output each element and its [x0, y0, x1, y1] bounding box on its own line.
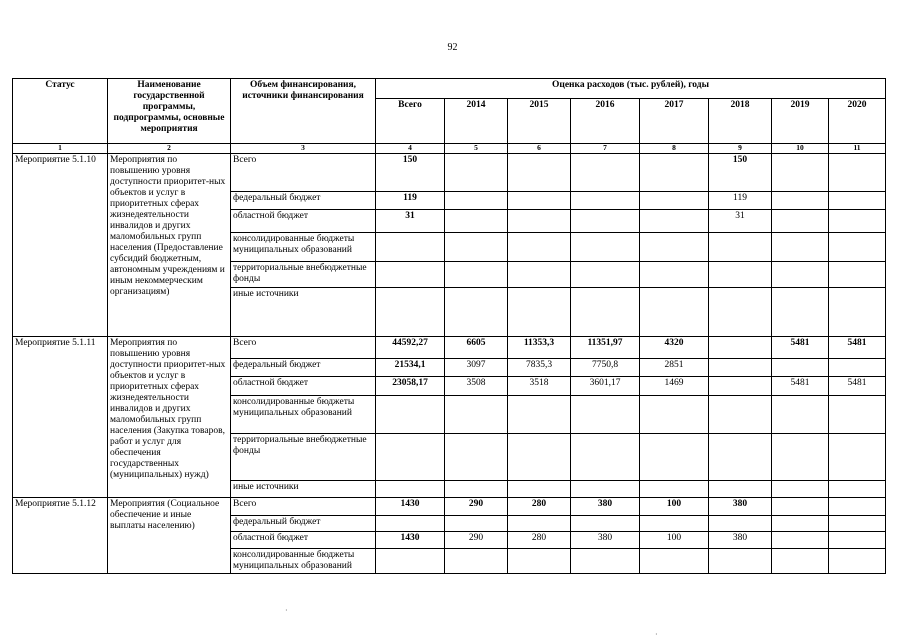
year-value: [772, 498, 829, 516]
column-number: 1: [13, 144, 108, 154]
total-value: 1430: [376, 498, 445, 516]
year-value: [709, 377, 772, 396]
year-value: 7835,3: [508, 359, 571, 377]
scan-artifact: ·: [655, 630, 658, 639]
year-value: [829, 192, 886, 210]
year-value: [640, 262, 709, 288]
funding-source: территориальные внебюджетные фонды: [231, 434, 376, 481]
year-value: [571, 434, 640, 481]
year-value: 3518: [508, 377, 571, 396]
year-value: [445, 396, 508, 434]
year-value: [772, 192, 829, 210]
year-value: [829, 481, 886, 498]
header-source: Объем финансирования, источники финансирования: [231, 79, 376, 144]
funding-source: федеральный бюджет: [231, 192, 376, 210]
year-value: [640, 549, 709, 574]
year-value: [640, 516, 709, 532]
year-value: 380: [709, 532, 772, 549]
header-year: 2017: [640, 99, 709, 144]
year-value: [829, 262, 886, 288]
year-value: [445, 210, 508, 233]
total-value: 21534,1: [376, 359, 445, 377]
year-value: [445, 516, 508, 532]
table-row: [13, 498, 886, 516]
year-value: [508, 154, 571, 192]
funding-source: консолидированные бюджеты муниципальных образований: [231, 396, 376, 434]
total-value: [376, 288, 445, 337]
year-value: [709, 233, 772, 262]
year-value: 31: [709, 210, 772, 233]
year-value: [829, 154, 886, 192]
funding-source: консолидированные бюджеты муниципальных образований: [231, 233, 376, 262]
total-value: [376, 516, 445, 532]
year-value: [571, 210, 640, 233]
year-value: [772, 396, 829, 434]
header-name: Наименование государственной программы, подпрограммы, основные мероприятия: [108, 79, 231, 144]
funding-source: территориальные внебюджетные фонды: [231, 262, 376, 288]
year-value: [829, 532, 886, 549]
total-value: [376, 434, 445, 481]
funding-source: Всего: [231, 337, 376, 359]
column-number: 2: [108, 144, 231, 154]
column-number: 8: [640, 144, 709, 154]
header-year: 2015: [508, 99, 571, 144]
header-year: 2018: [709, 99, 772, 144]
year-value: 280: [508, 498, 571, 516]
year-value: [571, 549, 640, 574]
column-number: 3: [231, 144, 376, 154]
year-value: [640, 396, 709, 434]
header-year: 2019: [772, 99, 829, 144]
year-value: [829, 434, 886, 481]
year-value: 380: [571, 498, 640, 516]
table-row: [13, 337, 886, 359]
header-year: 2014: [445, 99, 508, 144]
measure-description: Мероприятия (Социальное обеспечение и иные выплаты населению): [108, 498, 231, 574]
year-value: [640, 288, 709, 337]
measure-status: Мероприятие 5.1.11: [13, 337, 108, 498]
year-value: [829, 549, 886, 574]
column-number: 11: [829, 144, 886, 154]
year-value: [445, 192, 508, 210]
year-value: [709, 359, 772, 377]
year-value: 5481: [829, 337, 886, 359]
measure-status: Мероприятие 5.1.12: [13, 498, 108, 574]
year-value: [571, 154, 640, 192]
year-value: [571, 481, 640, 498]
funding-source: Всего: [231, 154, 376, 192]
year-value: [709, 516, 772, 532]
year-value: [829, 498, 886, 516]
year-value: [640, 481, 709, 498]
column-number: 5: [445, 144, 508, 154]
funding-source: федеральный бюджет: [231, 516, 376, 532]
year-value: 3508: [445, 377, 508, 396]
year-value: [709, 396, 772, 434]
year-value: [571, 192, 640, 210]
year-value: [445, 262, 508, 288]
year-value: 150: [709, 154, 772, 192]
year-value: [571, 233, 640, 262]
year-value: [445, 549, 508, 574]
column-number: 9: [709, 144, 772, 154]
year-value: 4320: [640, 337, 709, 359]
year-value: [508, 210, 571, 233]
year-value: [445, 288, 508, 337]
year-value: [709, 288, 772, 337]
budget-table: [12, 78, 886, 574]
measure-status: Мероприятие 5.1.10: [13, 154, 108, 337]
year-value: [445, 434, 508, 481]
funding-source: федеральный бюджет: [231, 359, 376, 377]
year-value: 3601,17: [571, 377, 640, 396]
year-value: [571, 516, 640, 532]
funding-source: областной бюджет: [231, 377, 376, 396]
year-value: [508, 434, 571, 481]
year-value: 1469: [640, 377, 709, 396]
funding-source: Всего: [231, 498, 376, 516]
year-value: [709, 481, 772, 498]
year-value: 290: [445, 532, 508, 549]
header-year: 2016: [571, 99, 640, 144]
header-estimate: Оценка расходов (тыс. рублей), годы: [376, 79, 886, 99]
column-number: 7: [571, 144, 640, 154]
column-number: 10: [772, 144, 829, 154]
year-value: [772, 288, 829, 337]
year-value: 3097: [445, 359, 508, 377]
year-value: 11351,97: [571, 337, 640, 359]
year-value: 100: [640, 532, 709, 549]
year-value: [772, 516, 829, 532]
column-number: 4: [376, 144, 445, 154]
year-value: 11353,3: [508, 337, 571, 359]
year-value: [508, 288, 571, 337]
year-value: 280: [508, 532, 571, 549]
year-value: [829, 396, 886, 434]
header-status: Статус: [13, 79, 108, 144]
column-number-row: [13, 144, 886, 154]
measure-description: Мероприятия по повышению уровня доступности приоритет-ных объектов и услуг в приоритетных сферах жизнедеятельности инвалидов и других маломобильных групп населения (Закупка товаров, работ и услуг для обеспечения государственных (муниципальных) нужд): [108, 337, 231, 498]
year-value: [640, 434, 709, 481]
header-year: 2020: [829, 99, 886, 144]
funding-source: иные источники: [231, 481, 376, 498]
year-value: [508, 396, 571, 434]
total-value: 44592,27: [376, 337, 445, 359]
funding-source: иные источники: [231, 288, 376, 337]
year-value: [508, 516, 571, 532]
year-value: [508, 262, 571, 288]
total-value: 119: [376, 192, 445, 210]
year-value: [772, 359, 829, 377]
year-value: 100: [640, 498, 709, 516]
year-value: [445, 481, 508, 498]
year-value: [445, 154, 508, 192]
year-value: 5481: [772, 377, 829, 396]
year-value: 5481: [772, 337, 829, 359]
year-value: [508, 192, 571, 210]
year-value: 290: [445, 498, 508, 516]
year-value: [508, 549, 571, 574]
total-value: [376, 262, 445, 288]
year-value: [772, 210, 829, 233]
funding-source: областной бюджет: [231, 532, 376, 549]
year-value: 380: [571, 532, 640, 549]
year-value: [829, 210, 886, 233]
year-value: [640, 192, 709, 210]
year-value: [640, 233, 709, 262]
year-value: [772, 481, 829, 498]
total-value: 23058,17: [376, 377, 445, 396]
year-value: [508, 233, 571, 262]
year-value: 5481: [829, 377, 886, 396]
total-value: [376, 396, 445, 434]
year-value: [772, 233, 829, 262]
year-value: 2851: [640, 359, 709, 377]
measure-description: Мероприятия по повышению уровня доступности приоритет-ных объектов и услуг в приоритетных сферах жизнедеятельности инвалидов и других маломобильных групп населения (Предоставление субсидий бюджетным, автономным учреждениям и иным некоммерческим организациям): [108, 154, 231, 337]
total-value: [376, 233, 445, 262]
header-total: Всего: [376, 99, 445, 144]
year-value: [508, 481, 571, 498]
table-row: [13, 154, 886, 192]
year-value: [772, 262, 829, 288]
scan-artifact: ·: [285, 606, 288, 615]
year-value: [829, 516, 886, 532]
funding-source: областной бюджет: [231, 210, 376, 233]
funding-source: консолидированные бюджеты муниципальных образований: [231, 549, 376, 574]
year-value: [709, 337, 772, 359]
year-value: [571, 288, 640, 337]
year-value: [829, 288, 886, 337]
year-value: [571, 396, 640, 434]
total-value: 1430: [376, 532, 445, 549]
year-value: [829, 359, 886, 377]
year-value: [772, 434, 829, 481]
year-value: [829, 233, 886, 262]
year-value: 380: [709, 498, 772, 516]
year-value: [709, 434, 772, 481]
total-value: 150: [376, 154, 445, 192]
year-value: [640, 154, 709, 192]
year-value: 119: [709, 192, 772, 210]
year-value: 6605: [445, 337, 508, 359]
total-value: 31: [376, 210, 445, 233]
year-value: [445, 233, 508, 262]
total-value: [376, 549, 445, 574]
year-value: [772, 549, 829, 574]
column-number: 6: [508, 144, 571, 154]
year-value: [709, 262, 772, 288]
total-value: [376, 481, 445, 498]
year-value: [571, 262, 640, 288]
page-number: 92: [447, 42, 458, 53]
table-body: [13, 154, 886, 574]
year-value: [772, 532, 829, 549]
year-value: [709, 549, 772, 574]
year-value: [772, 154, 829, 192]
year-value: 7750,8: [571, 359, 640, 377]
year-value: [640, 210, 709, 233]
